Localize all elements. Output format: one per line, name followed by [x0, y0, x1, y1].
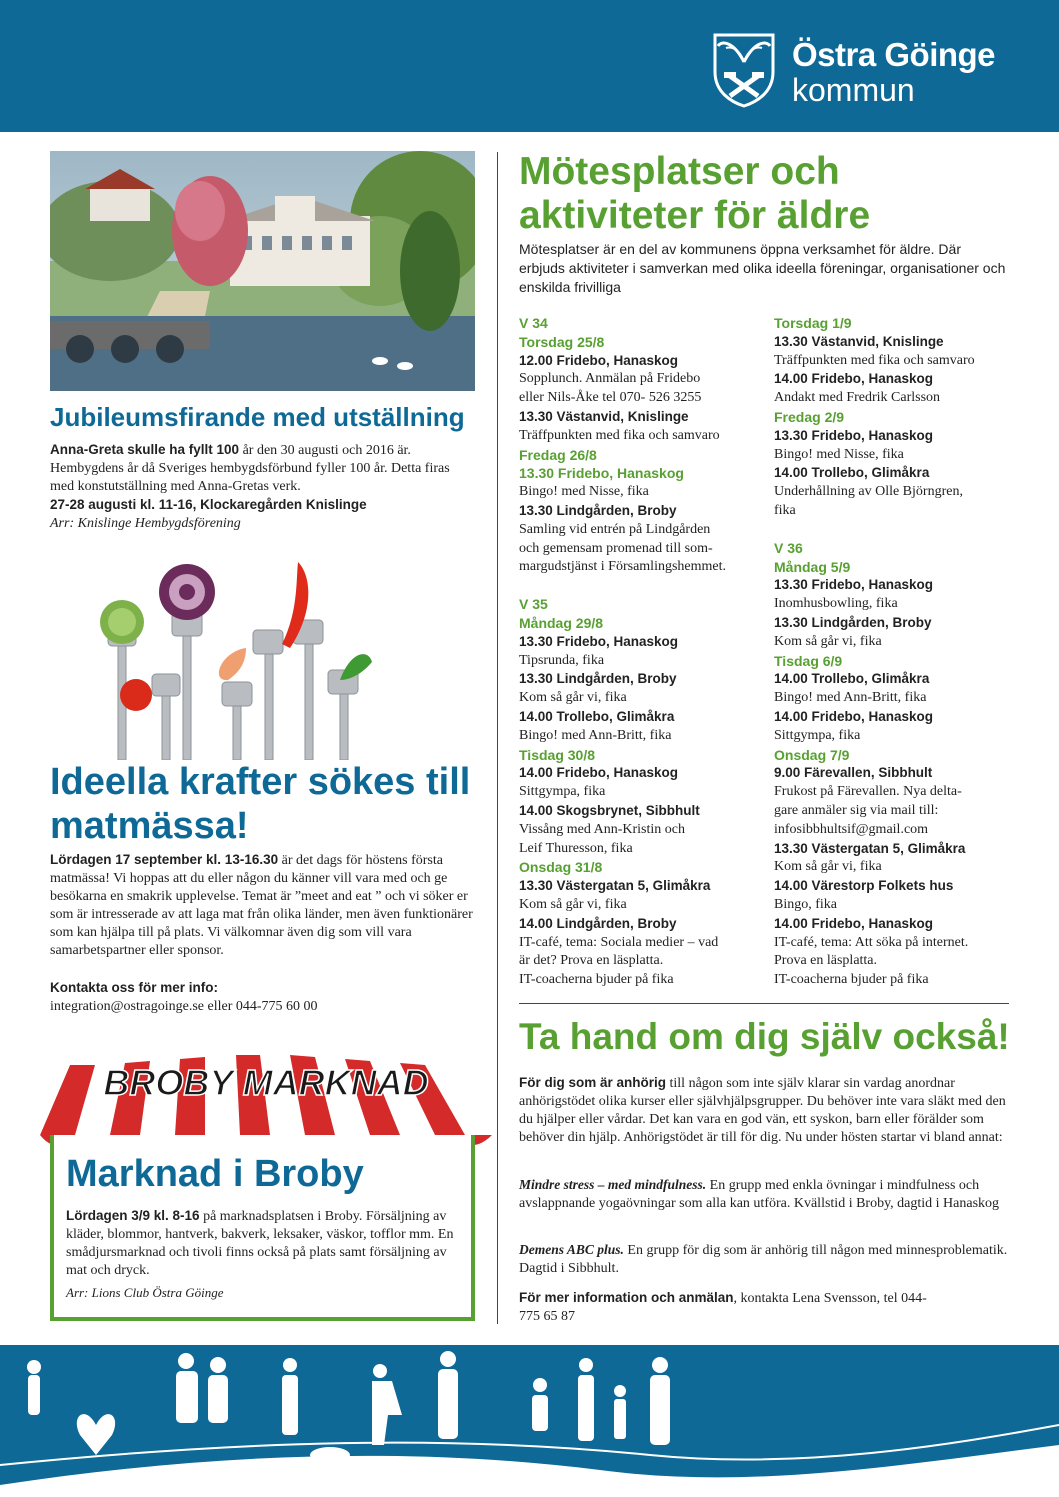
schedule-description: Bingo! med Nisse, fika — [774, 446, 904, 462]
schedule-day: 13.30 Fridebo, Hanaskog — [519, 465, 684, 482]
schedule-description: är det? Prova en läsplatta. — [519, 953, 664, 969]
tahand-paragraph-1 — [519, 1074, 1011, 1147]
schedule-place: 14.00 Värestorp Folkets hus — [774, 878, 954, 894]
schedule-description: IT-coacherna bjuder på fika — [519, 972, 674, 988]
schedule-description: Sopplunch. Anmälan på Fridebo — [519, 371, 701, 387]
market-text: på marknadsplatsen i Broby. Försäljning av kläder, blommor, hantverk, bakverk, leksaker, väskor, tofflor mm. En smådjursmarknad och tivoli finns också på plats samt försäljning av mat och dryck. — [66, 1209, 454, 1278]
section-divider — [519, 1003, 1009, 1004]
schedule-description: Sittgympa, fika — [774, 727, 861, 743]
schedule-day: Tisdag 30/8 — [519, 746, 596, 763]
schedule-description: Frukost på Färevallen. Nya delta- — [774, 784, 962, 800]
schedule-description: Bingo! med Ann-Britt, fika — [519, 727, 672, 743]
schedule-day: Fredag 2/9 — [774, 408, 845, 425]
jubileum-when: 27-28 augusti kl. 11-16, Klockaregården Knislinge — [50, 497, 367, 512]
schedule-column-left — [519, 314, 751, 990]
schedule-place: 13.30 Västergatan 5, Glimåkra — [774, 840, 966, 856]
schedule-description: och gemensam promenad till som- — [519, 540, 713, 556]
schedule-place: 13.30 Lindgården, Broby — [519, 502, 677, 518]
schedule-description: Bingo, fika — [774, 896, 837, 912]
logo-name: Östra Göinge — [792, 36, 996, 73]
contact-label: Kontakta oss för mer info: — [50, 980, 219, 995]
schedule-description: Kom så går vi, fika — [774, 859, 882, 875]
jubileum-text: år den 30 augusti och 2016 är. Hembygdens år då Sveriges hembygdsförbund fyller 100 år. Detta firas med konstutställning med Anna-Gretas verk. — [50, 443, 450, 494]
schedule-description: Leif Thuresson, fika — [519, 840, 633, 856]
schedule-description: gare anmäler sig via mail till: — [774, 802, 939, 818]
ideella-body — [50, 851, 478, 960]
schedule-place: 13.30 Lindgården, Broby — [519, 671, 677, 687]
schedule-week: V 34 — [519, 315, 548, 331]
schedule-week: V 35 — [519, 596, 548, 613]
contact-value[interactable]: integration@ostragoinge.se eller 044-775 60 00 — [50, 999, 318, 1014]
tahand-p1-text: till någon som inte själv klarar sin vardag anordnar anhörigstödet olika kurser eller självhjälpsgrupper. Du behöver inte vara släkt med den du hjälper eller vårdar. Det kan vara en god vän, ett syskon, barn eller förälder som behöver din hjälp. Anhörigstödet är till för dig. Nu under hösten startar vi bland annat: — [519, 1076, 1006, 1145]
schedule-description: Tipsrunda, fika — [519, 652, 605, 668]
jubileum-title: Jubileumsfirande med utställning — [50, 402, 465, 432]
tahand-p4-text: , kontakta Lena Svensson, tel 044-775 65 87 — [519, 1291, 927, 1324]
tahand-p2-text: En grupp med enkla övningar i mindfulness och avslappnande yogaövningar som alla kan utföra. Kvällstid i Broby, dagtid i Hanaskog — [519, 1178, 1000, 1211]
jubileum-body — [50, 441, 477, 533]
schedule-place: 13.30 Fridebo, Hanaskog — [774, 427, 934, 443]
motesplatser-intro: Mötesplatser är en del av kommunens öppna verksamhet för äldre. Där erbjuds aktiviteter i samverkan med olika ideella föreningar, organisationer och enskilda frivilliga — [519, 241, 1006, 295]
schedule-description: IT-coacherna bjuder på fika — [774, 972, 929, 988]
schedule-place: 14.00 Fridebo, Hanaskog — [519, 765, 679, 781]
schedule-place: 14.00 Fridebo, Hanaskog — [774, 371, 934, 387]
schedule-place: 14.00 Trollebo, Glimåkra — [774, 465, 930, 481]
schedule-day: Onsdag 7/9 — [774, 746, 850, 763]
schedule-day: Torsdag 25/8 — [519, 333, 605, 350]
schedule-description: Kom så går vi, fika — [774, 633, 882, 649]
schedule-description: fika — [774, 502, 796, 518]
schedule-place: 9.00 Färevallen, Sibbhult — [774, 765, 933, 781]
schedule-day: Fredag 26/8 — [519, 446, 597, 463]
manor-painting-image — [50, 151, 475, 391]
schedule-description: Träffpunkten med fika och samvaro — [519, 427, 720, 443]
schedule-day: Onsdag 31/8 — [519, 859, 603, 876]
schedule-place: 14.00 Lindgården, Broby — [519, 915, 677, 931]
municipality-logo[interactable] — [712, 32, 1022, 112]
schedule-place: 14.00 Trollebo, Glimåkra — [774, 671, 930, 687]
schedule-place: 12.00 Fridebo, Hanaskog — [519, 352, 679, 368]
market-title: Marknad i Broby — [66, 1153, 364, 1195]
tahand-p1-lead: För dig som är anhörig — [519, 1075, 667, 1090]
vegetables-on-forks-image — [50, 552, 475, 760]
jubileum-lead: Anna-Greta skulle ha fyllt 100 — [50, 442, 240, 457]
tahand-p3-text: En grupp för dig som är anhörig till någon med minnesproblematik. Dagtid i Sibbhult. — [519, 1243, 1008, 1276]
schedule-description: Underhållning av Olle Björngren, — [774, 484, 963, 500]
tahand-paragraph-4 — [519, 1289, 939, 1326]
schedule-description: Kom så går vi, fika — [519, 690, 627, 706]
schedule-place: 13.30 Västanvid, Knislinge — [774, 333, 944, 349]
schedule-description: Träffpunkten med fika och samvaro — [774, 352, 975, 368]
schedule-description: margudstjänst i Församlingshemmet. — [519, 559, 727, 575]
tahand-p3-lead: Demens ABC plus. — [519, 1242, 624, 1257]
schedule-day: Måndag 29/8 — [519, 614, 604, 631]
schedule-description: Kom så går vi, fika — [519, 896, 627, 912]
jubileum-arranger: Arr: Knislinge Hembygdsförening — [50, 516, 241, 531]
people-silhouettes-illustration — [0, 1345, 1059, 1497]
ideella-contact — [50, 979, 478, 1016]
schedule-place: 14.00 Fridebo, Hanaskog — [774, 915, 934, 931]
schedule-description: Bingo! med Ann-Britt, fika — [774, 690, 927, 706]
schedule-place: 13.30 Fridebo, Hanaskog — [519, 633, 679, 649]
tahand-paragraph-3 — [519, 1241, 1011, 1278]
schedule-place: 13.30 Västergatan 5, Glimåkra — [519, 878, 711, 894]
market-lead: Lördagen 3/9 kl. 8-16 — [66, 1208, 200, 1223]
schedule-description: Bingo! med Nisse, fika — [519, 484, 649, 500]
footer-bar — [0, 1345, 1059, 1497]
schedule-place: 13.30 Västanvid, Knislinge — [519, 408, 689, 424]
schedule-description: Prova en läsplatta. — [774, 953, 878, 969]
schedule-description: Vissång med Ann-Kristin och — [519, 821, 685, 837]
ideella-text: är det dags för höstens första matmässa! Vi hoppas att du eller någon du känner vill vara med och ge besökarna en smakrik upplevelse. Temat är ”meet and eat ” och vi söker er som är intresserade av att laga mat från olika länder, men även funktionärer som kan hjälpa till på plats. Vi välkomnar även dig som vill vara samarbetspartner eller sponsor. — [50, 853, 473, 958]
schedule-place: 13.30 Lindgården, Broby — [774, 614, 932, 630]
motesplatser-title: Mötesplatser och aktiviteter för äldre — [519, 150, 871, 237]
schedule-description: Sittgympa, fika — [519, 784, 606, 800]
ideella-lead: Lördagen 17 september kl. 13-16.30 — [50, 852, 279, 867]
schedule-description: eller Nils-Åke tel 070- 526 3255 — [519, 390, 702, 406]
logo-subtitle: kommun — [792, 72, 915, 108]
awning-text: BROBY MARKNAD — [103, 1062, 429, 1103]
tahand-paragraph-2 — [519, 1176, 1011, 1213]
tahand-p2-lead: Mindre stress – med mindfulness. — [519, 1177, 707, 1192]
schedule-place: 14.00 Fridebo, Hanaskog — [774, 708, 934, 724]
coat-of-arms-icon — [712, 32, 776, 108]
schedule-week: V 36 — [774, 539, 803, 556]
ideella-title: Ideella krafter sökes till matmässa! — [50, 761, 471, 847]
schedule-description: infosibbhultsif@gmail.com — [774, 821, 929, 837]
schedule-day: Torsdag 1/9 — [774, 315, 852, 331]
schedule-day: Måndag 5/9 — [774, 558, 851, 575]
column-divider — [497, 152, 498, 1324]
schedule-column-right — [774, 314, 1006, 990]
schedule-description: Samling vid entrén på Lindgården — [519, 521, 711, 537]
website-link[interactable]: www.ostragoinge.se — [872, 1329, 1007, 1346]
tahand-p4-lead: För mer information och anmälan — [519, 1290, 734, 1305]
schedule-description: Inomhusbowling, fika — [774, 596, 898, 612]
schedule-place: 13.30 Fridebo, Hanaskog — [774, 577, 934, 593]
schedule-spacer — [519, 577, 751, 595]
market-arranger: Arr: Lions Club Östra Göinge — [66, 1285, 224, 1300]
tahand-title: Ta hand om dig själv också! — [519, 1016, 1010, 1057]
schedule-description: Andakt med Fredrik Carlsson — [774, 390, 941, 406]
schedule-place: 14.00 Trollebo, Glimåkra — [519, 708, 675, 724]
schedule-day: Tisdag 6/9 — [774, 652, 843, 669]
schedule-description: IT-café, tema: Sociala medier – vad — [519, 934, 719, 950]
schedule-description: IT-café, tema: Att söka på internet. — [774, 934, 969, 950]
schedule-place: 14.00 Skogsbrynet, Sibbhult — [519, 802, 700, 818]
schedule-spacer — [774, 521, 1006, 539]
market-body — [66, 1207, 466, 1306]
